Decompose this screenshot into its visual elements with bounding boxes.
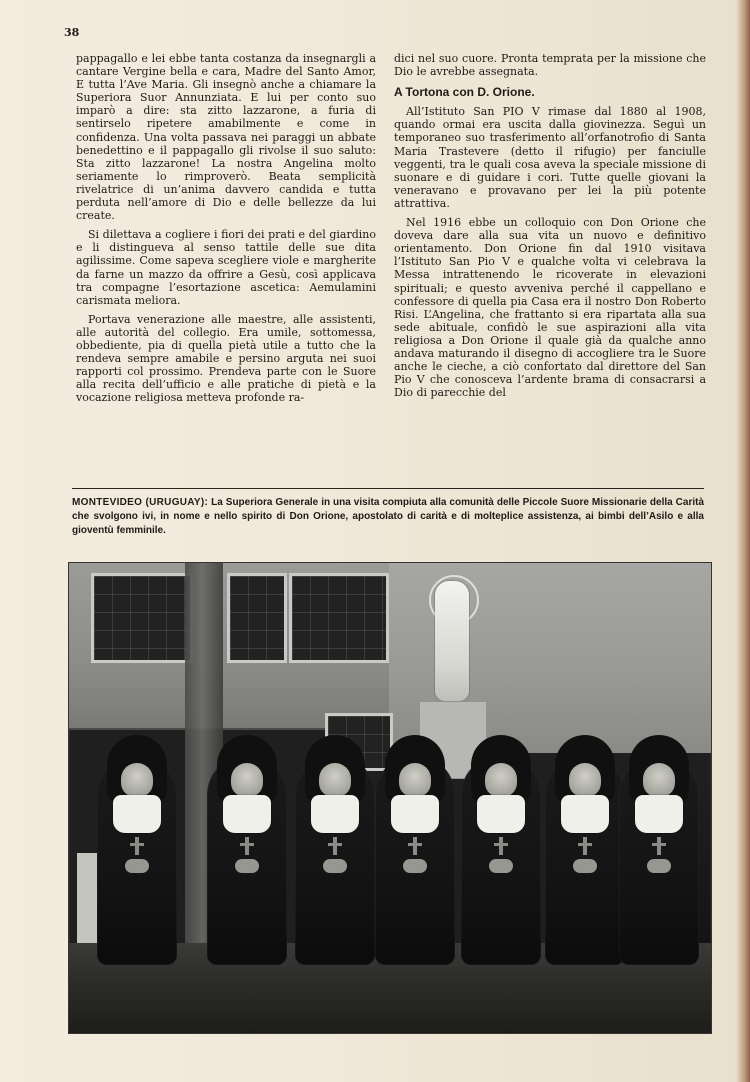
nun-face — [643, 763, 675, 797]
window-grid — [230, 576, 284, 660]
photo-window — [91, 573, 193, 663]
nun-hands — [235, 859, 259, 873]
nun-face — [399, 763, 431, 797]
nun-hands — [573, 859, 597, 873]
nun-hands — [403, 859, 427, 873]
nun-cross — [583, 837, 587, 855]
nun-cross — [333, 837, 337, 855]
nun-cross — [413, 837, 417, 855]
nun-bib — [113, 795, 161, 833]
page-edge — [736, 0, 750, 1082]
nun-bib — [311, 795, 359, 833]
statue — [435, 581, 469, 701]
nun-cross — [135, 837, 139, 855]
nun-cross — [499, 837, 503, 855]
nun-face — [569, 763, 601, 797]
nun-bib — [561, 795, 609, 833]
nun-hands — [489, 859, 513, 873]
nun-hands — [647, 859, 671, 873]
caption-place: MONTEVIDEO (URUGUAY): — [72, 497, 209, 508]
nun-face — [121, 763, 153, 797]
photo-caption — [72, 496, 704, 538]
photo-window — [289, 573, 389, 663]
caption-text: La Superiora Generale in una visita compiuta alla comunità delle Piccole Suore Missionarie della Carità che svolgono ivi, in nome e nello spirito di Don Orione, apostolato di carità e di molteplice assistenza, ai bimbi dell’Asilo e alla gioventù femminile. — [72, 497, 705, 536]
left-paragraph-1: pappagallo e lei ebbe tanta costanza da insegnargli a cantare Vergine bella e cara, Madre del Santo Amor, E tutta l’Ave Maria. Gli insegnò anche a chiamare la Superiora Suor Annunziata. E lui per conto suo imparò a dire: sta zitto lazzarone, a furia di sentirselo ripetere amabilmente e come in confidenza. Una volta passava nei paraggi un abbate benedettino e il pappagallo gli rivolse il suo saluto: Sta zitto lazzarone! La nostra Angelina molto seriamente lo rimproverò. Beata semplicità rivelatrice di un’anima davvero candida e tutta perduta nell’amore di Dio e delle bellezze da lui create. — [76, 52, 376, 223]
nun-face — [485, 763, 517, 797]
left-paragraph-2: Si dilettava a cogliere i fiori dei prati e del giardino e li distingueva al senso tattile delle sue dita agilissime. Come sapeva scegliere viole e margherite da farne un mazzo da offrire a Gesù, così applicava tra compagne l’esortazione ascetica: Aemulamini carismata meliora. — [76, 228, 376, 307]
nun-face — [319, 763, 351, 797]
nun-bib — [391, 795, 439, 833]
nun-bib — [477, 795, 525, 833]
nun-bib — [223, 795, 271, 833]
section-heading: A Tortona con D. Orione. — [394, 85, 535, 100]
nun-hands — [323, 859, 347, 873]
nun-cross — [245, 837, 249, 855]
nun-bib — [635, 795, 683, 833]
caption-divider — [72, 488, 704, 489]
nun-hands — [125, 859, 149, 873]
left-column — [76, 52, 376, 410]
window-grid — [292, 576, 386, 660]
left-paragraph-3: Portava venerazione alle maestre, alle assistenti, alle autorità del collegio. Era umile, sottomessa, obbediente, pia di quella pietà utile a tutto che la rendeva sempre amabile e persino arguta nei suoi rapporti col prossimo. Prendeva parte con le Suore alla recita dell’ufficio e alle pratiche di pietà e la vocazione religiosa metteva profonde ra- — [76, 312, 376, 405]
right-column — [394, 52, 706, 405]
right-paragraph-2: Nel 1916 ebbe un colloquio con Don Orione che doveva dare alla sua vita un nuovo e definitivo orientamento. Don Orione fin dal 1910 visitava l’Istituto San Pio V e qualche volta vi celebrava la Messa intrattenendo le ricoverate in elevazioni spirituali; e questo avveniva perché il cappellano e confessore di quella pia Casa era il nostro Don Roberto Risi. L’Angelina, che frattanto si era ripartata alla sua sede abituale, confidò le sue aspirazioni alla vita religiosa a Don Orione il quale già da qualche anno andava maturando il disegno di accogliere tra le Suore anche le cieche, a ciò confortato dal direttore del San Pio V che conosceva l’ardente brama di consacrarsi a Dio di parecchie del — [394, 216, 706, 400]
group-photo — [68, 562, 712, 1034]
right-paragraph-1: All’Istituto San PIO V rimase dal 1880 al 1908, quando ormai era uscita dalla giovinezza. Seguì un temporaneo suo trasferimento all’orfanotrofio di Santa Maria Trastevere (detto il rifugio) per fanciulle veggenti, tra le quali cosa aveva la speciale missione di suonare e di guidare i cori. Tutte quelle giovani la veneravano e provavano per lei la più potente attrattiva. — [394, 105, 706, 210]
photo-window — [227, 573, 287, 663]
page-number: 38 — [64, 26, 80, 39]
nun-cross — [657, 837, 661, 855]
nun-face — [231, 763, 263, 797]
right-intro: dici nel suo cuore. Pronta temprata per la missione che Dio le avrebbe assegnata. — [394, 52, 706, 79]
window-grid — [94, 576, 190, 660]
